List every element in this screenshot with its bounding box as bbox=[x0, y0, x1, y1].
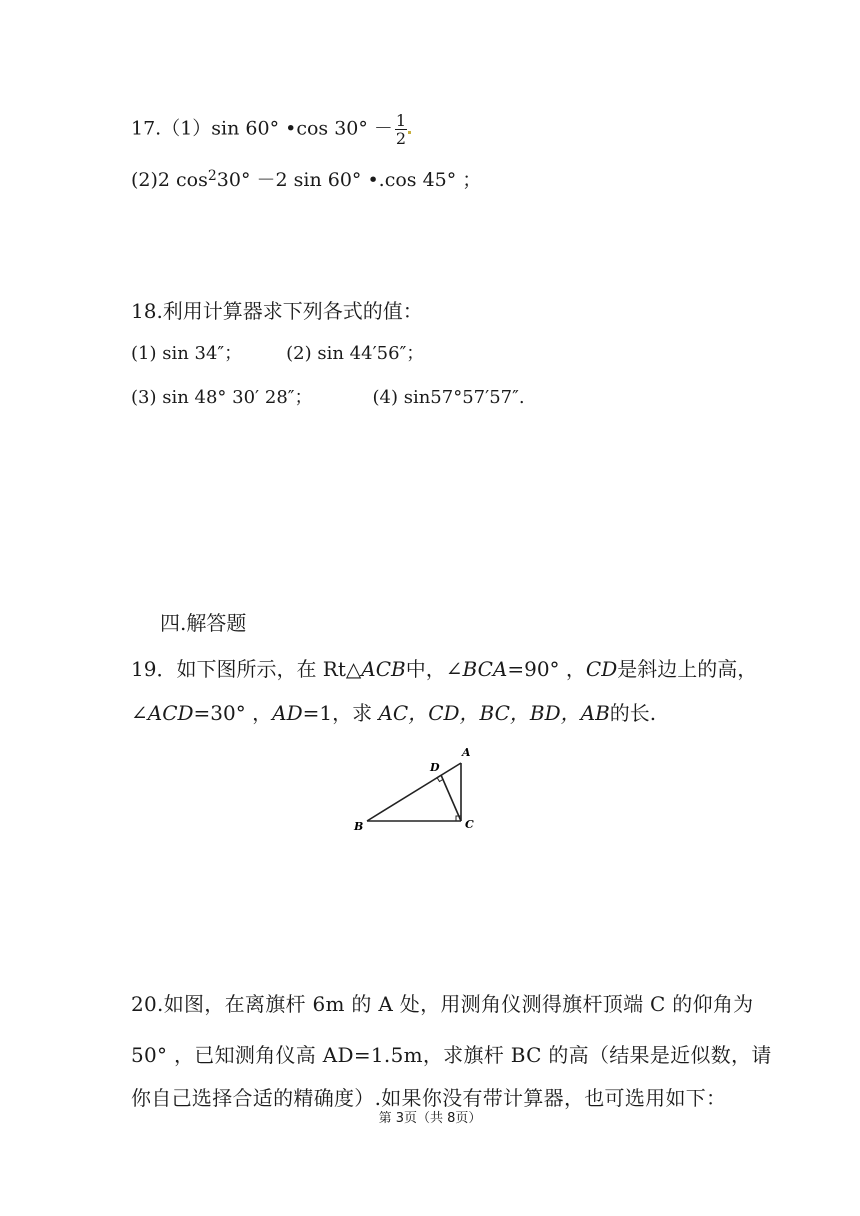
q17-part2 bbox=[131, 162, 481, 194]
q17-part2-text-b: 30° －2 sin 60° •.cos 45° ； bbox=[216, 169, 482, 191]
fraction-numerator: 1 bbox=[395, 111, 407, 130]
page-footer: 第 3页（共 8页） bbox=[378, 1111, 482, 1126]
fraction-denominator: 2 bbox=[395, 129, 407, 148]
q19-text: =30° ， bbox=[193, 701, 273, 725]
vertex-label-d: D bbox=[430, 761, 440, 774]
q17-part1-text: 17.（1）sin 60° •cos 30° － bbox=[131, 117, 393, 140]
q19-text: =1，求 bbox=[302, 701, 373, 725]
altitude-cd bbox=[441, 775, 461, 821]
q19-text: 是斜边上的高， bbox=[617, 657, 758, 681]
square-exponent: 2 bbox=[207, 168, 217, 184]
q18-title: 18.利用计算器求下列各式的值： bbox=[131, 299, 423, 323]
q19-text: 的长. bbox=[609, 701, 657, 725]
q18-item1: (1) sin 34″； bbox=[131, 343, 243, 364]
q19-italic-acd: ACD bbox=[147, 701, 194, 725]
q18-item4: (4) sin57°57′57″. bbox=[372, 387, 525, 408]
q18-item3: (3) sin 48° 30′ 28″； bbox=[131, 387, 313, 408]
q17-part2-text-a: (2)2 cos bbox=[131, 169, 208, 191]
q20-line3: 你自己选择合适的精确度）.如果你没有带计算器，也可选用如下： bbox=[131, 1086, 727, 1110]
q19-italic-segments: AC，CD，BC，BD，AB bbox=[372, 701, 610, 725]
q19-italic-ad: AD bbox=[272, 701, 303, 725]
q18-row1 bbox=[131, 340, 424, 368]
q18-item2: (2) sin 44′56″； bbox=[286, 343, 425, 364]
q20-line2: 50° ，已知测角仪高 AD=1.5m，求旗杆 BC 的高（结果是近似数，请 bbox=[131, 1043, 772, 1067]
q19-italic-acb: ACB bbox=[361, 657, 406, 681]
q18-row2 bbox=[131, 384, 525, 412]
q19-text: 中，∠ bbox=[405, 657, 463, 681]
q19-line2 bbox=[131, 699, 656, 727]
triangle-figure bbox=[345, 740, 495, 840]
q20-line1: 20.如图，在离旗杆 6m 的 A 处，用测角仪测得旗杆顶端 C 的仰角为 bbox=[131, 992, 754, 1016]
q19-text: ∠ bbox=[131, 701, 148, 725]
side-ab bbox=[367, 763, 461, 821]
q19-text: 19．如下图所示，在 Rt△ bbox=[131, 657, 362, 681]
vertex-label-a: A bbox=[462, 746, 471, 759]
vertex-label-c: C bbox=[465, 818, 474, 831]
q17-part1 bbox=[131, 112, 411, 147]
vertex-label-b: B bbox=[354, 820, 364, 833]
section-heading: 四.解答题 bbox=[160, 611, 247, 635]
q19-italic-bca: BCA bbox=[462, 657, 508, 681]
q19-text: =90° ， bbox=[507, 657, 586, 681]
stray-mark bbox=[408, 131, 411, 134]
q19-line1 bbox=[131, 655, 757, 683]
q19-italic-cd: CD bbox=[585, 657, 618, 681]
one-half-fraction bbox=[395, 112, 407, 147]
